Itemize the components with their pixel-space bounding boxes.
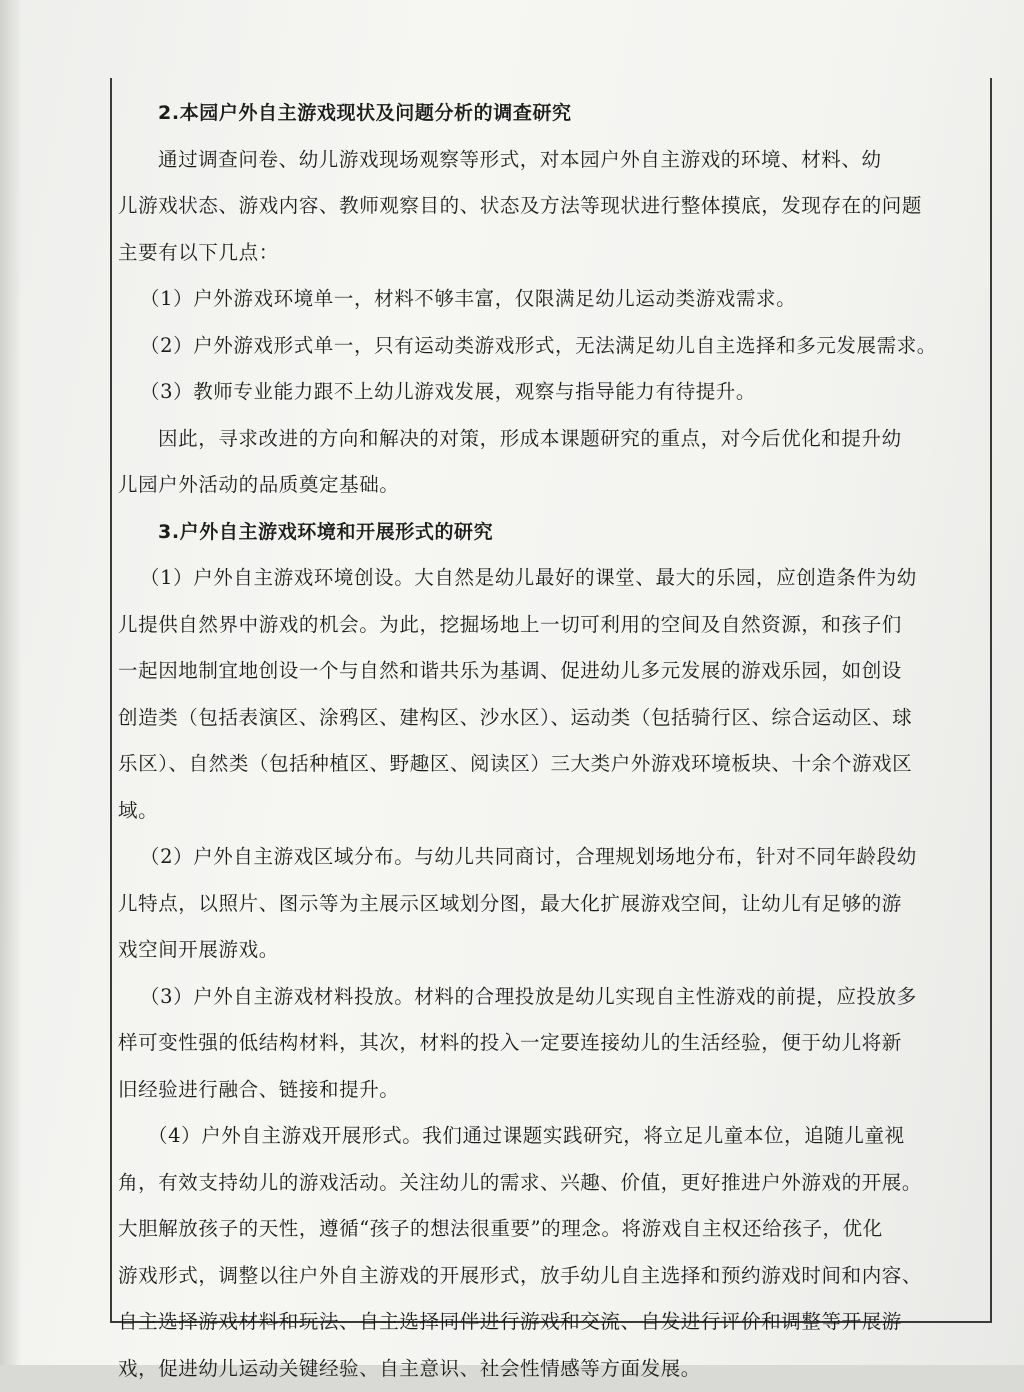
text-line: 儿提供自然界中游戏的机会。为此，挖掘场地上一切可利用的空间及自然资源，和孩子们: [118, 602, 980, 649]
section-heading: 3.户外自主游戏环境和开展形式的研究: [118, 509, 980, 556]
text-line: 创造类（包括表演区、涂鸦区、建构区、沙水区）、运动类（包括骑行区、综合运动区、球: [118, 695, 980, 742]
text-line: 主要有以下几点：: [118, 230, 980, 277]
text-line: 旧经验进行融合、链接和提升。: [118, 1067, 980, 1114]
text-line: 一起因地制宜地创设一个与自然和谐共乐为基调、促进幼儿多元发展的游戏乐园，如创设: [118, 648, 980, 695]
text-line: （2）户外游戏形式单一，只有运动类游戏形式，无法满足幼儿自主选择和多元发展需求。: [118, 323, 980, 370]
text-line: 因此，寻求改进的方向和解决的对策，形成本课题研究的重点，对今后优化和提升幼: [118, 416, 980, 463]
page-edge-shadow: [0, 0, 22, 1365]
document-body: [118, 90, 980, 1392]
text-line: 游戏形式，调整以往户外自主游戏的开展形式，放手幼儿自主选择和预约游戏时间和内容、: [118, 1253, 980, 1300]
text-line: （3）户外自主游戏材料投放。材料的合理投放是幼儿实现自主性游戏的前提，应投放多: [118, 974, 980, 1021]
text-line: 域。: [118, 788, 980, 835]
text-line: 角，有效支持幼儿的游戏活动。关注幼儿的需求、兴趣、价值，更好推进户外游戏的开展。: [118, 1160, 980, 1207]
text-line: 儿特点，以照片、图示等为主展示区域划分图，最大化扩展游戏空间，让幼儿有足够的游: [118, 881, 980, 928]
text-line: （4）户外自主游戏开展形式。我们通过课题实践研究，将立足儿童本位，追随儿童视: [118, 1113, 980, 1160]
text-line: 样可变性强的低结构材料，其次，材料的投入一定要连接幼儿的生活经验，便于幼儿将新: [118, 1020, 980, 1067]
text-line: 乐区）、自然类（包括种植区、野趣区、阅读区）三大类户外游戏环境板块、十余个游戏区: [118, 741, 980, 788]
text-line: 儿游戏状态、游戏内容、教师观察目的、状态及方法等现状进行整体摸底，发现存在的问题: [118, 183, 980, 230]
text-line: （1）户外自主游戏环境创设。大自然是幼儿最好的课堂、最大的乐园，应创造条件为幼: [118, 555, 980, 602]
text-line: 儿园户外活动的品质奠定基础。: [118, 462, 980, 509]
text-line: 大胆解放孩子的天性，遵循“孩子的想法很重要”的理念。将游戏自主权还给孩子，优化: [118, 1206, 980, 1253]
text-line: 自主选择游戏材料和玩法、自主选择同伴进行游戏和交流、自发进行评价和调整等开展游: [118, 1299, 980, 1346]
text-line: （3）教师专业能力跟不上幼儿游戏发展，观察与指导能力有待提升。: [118, 369, 980, 416]
text-line: （2）户外自主游戏区域分布。与幼儿共同商讨，合理规划场地分布，针对不同年龄段幼: [118, 834, 980, 881]
text-line: 戏，促进幼儿运动关键经验、自主意识、社会性情感等方面发展。: [118, 1346, 980, 1392]
text-line: （1）户外游戏环境单一，材料不够丰富，仅限满足幼儿运动类游戏需求。: [118, 276, 980, 323]
section-heading: 2.本园户外自主游戏现状及问题分析的调查研究: [118, 90, 980, 137]
text-line: 戏空间开展游戏。: [118, 927, 980, 974]
text-line: 通过调查问卷、幼儿游戏现场观察等形式，对本园户外自主游戏的环境、材料、幼: [118, 137, 980, 184]
